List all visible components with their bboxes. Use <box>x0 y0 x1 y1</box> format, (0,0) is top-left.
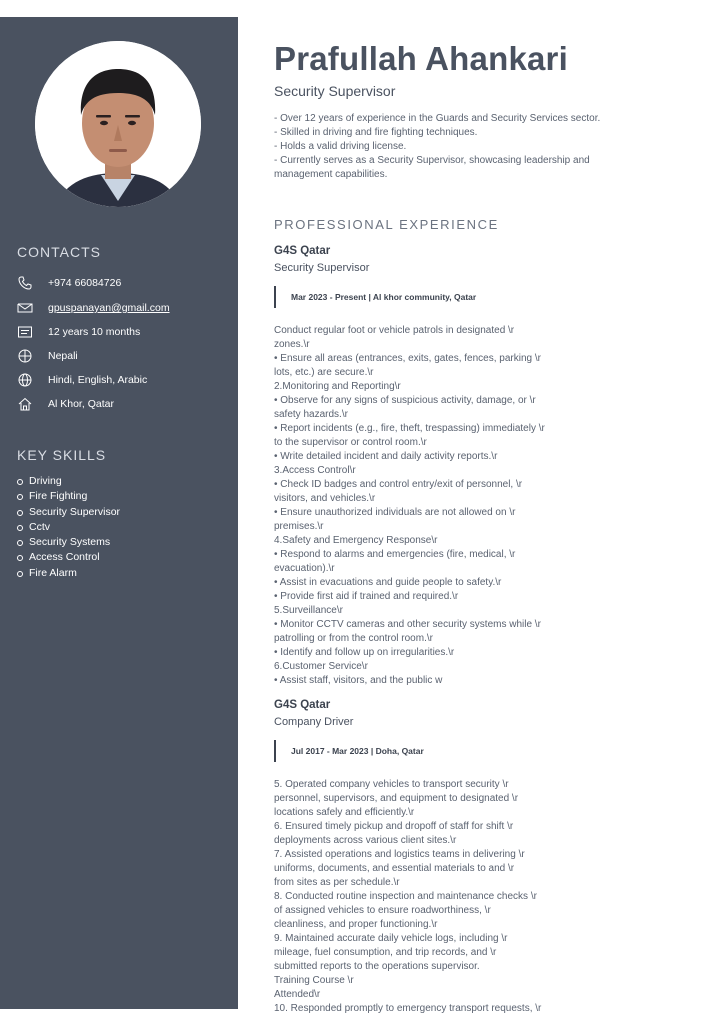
description-line: Training Course \r <box>274 975 354 986</box>
candidate-name: Prafullah Ahankari <box>274 40 568 77</box>
contact-phone <box>17 275 122 291</box>
description-line: zones.\r <box>274 339 310 350</box>
description-line: 4.Safety and Emergency Response\r <box>274 535 438 546</box>
skill-item: Fire Fighting <box>17 489 120 504</box>
job-entry <box>274 243 674 688</box>
experience-duration: 12 years 10 months <box>48 326 141 338</box>
nationality-icon <box>17 348 33 364</box>
description-line: • Assist in evacuations and guide people to safety.\r <box>274 577 502 588</box>
contacts-heading: CONTACTS <box>17 244 101 260</box>
skill-item: Cctv <box>17 520 120 535</box>
description-line: of assigned vehicles to ensure roadworthiness, \r <box>274 905 491 916</box>
description-line: patrolling or from the control room.\r <box>274 633 433 644</box>
contact-nationality <box>17 348 78 364</box>
summary-line: - Currently serves as a Security Supervisor, showcasing leadership and <box>274 155 590 166</box>
skill-item: Fire Alarm <box>17 566 120 581</box>
description-line: visitors, and vehicles.\r <box>274 493 376 504</box>
nationality: Nepali <box>48 350 78 362</box>
contact-experience <box>17 324 141 340</box>
job-company: G4S Qatar <box>274 245 331 257</box>
description-line: 9. Maintained accurate daily vehicle logs, including \r <box>274 933 508 944</box>
location: Al Khor, Qatar <box>48 398 114 410</box>
summary-line: - Skilled in driving and fire fighting techniques. <box>274 127 478 138</box>
job-company: G4S Qatar <box>274 699 331 711</box>
description-line: • Ensure unauthorized individuals are not allowed on \r <box>274 507 516 518</box>
languages: Hindi, English, Arabic <box>48 374 148 386</box>
description-line: • Respond to alarms and emergencies (fire, medical, \r <box>274 549 516 560</box>
description-line: from sites as per schedule.\r <box>274 877 400 888</box>
description-line: 5.Surveillance\r <box>274 605 343 616</box>
skills-list <box>17 474 120 581</box>
skill-item: Security Supervisor <box>17 505 120 520</box>
candidate-title: Security Supervisor <box>274 83 396 99</box>
summary-list <box>274 112 654 182</box>
contact-languages <box>17 372 148 388</box>
description-line: Attended\r <box>274 989 321 1000</box>
contact-email[interactable] <box>17 300 170 316</box>
description-line: • Check ID badges and control entry/exit of personnel, \r <box>274 479 523 490</box>
description-line: locations safely and efficiently.\r <box>274 807 415 818</box>
email-icon <box>17 300 33 316</box>
description-line: 10. Responded promptly to emergency transport requests, \r <box>274 1003 542 1014</box>
description-line: 2.Monitoring and Reporting\r <box>274 381 401 392</box>
description-line: lots, etc.) are secure.\r <box>274 367 374 378</box>
skill-item: Access Control <box>17 550 120 565</box>
description-line: uniforms, documents, and essential materials to and \r <box>274 863 515 874</box>
job-entry <box>274 697 674 1016</box>
description-line: 6.Customer Service\r <box>274 661 368 672</box>
description-line: • Monitor CCTV cameras and other security systems while \r <box>274 619 541 630</box>
language-icon <box>17 372 33 388</box>
summary-line: - Holds a valid driving license. <box>274 141 407 152</box>
description-line: 6. Ensured timely pickup and dropoff of staff for shift \r <box>274 821 514 832</box>
experience-icon <box>17 324 33 340</box>
contact-location <box>17 396 114 412</box>
description-line: 7. Assisted operations and logistics teams in delivering \r <box>274 849 525 860</box>
profile-photo <box>35 41 201 207</box>
job-description <box>274 778 604 1016</box>
job-position: Company Driver <box>274 716 354 728</box>
home-icon <box>17 396 33 412</box>
email-link[interactable]: gpuspanayan@gmail.com <box>48 302 170 314</box>
description-line: submitted reports to the operations supervisor. <box>274 961 480 972</box>
job-position: Security Supervisor <box>274 262 370 274</box>
key-skills-heading: KEY SKILLS <box>17 447 107 463</box>
description-line: 8. Conducted routine inspection and maintenance checks \r <box>274 891 537 902</box>
description-line: • Provide first aid if trained and required.\r <box>274 591 459 602</box>
skill-item: Security Systems <box>17 535 120 550</box>
description-line: deployments across various client sites.\r <box>274 835 457 846</box>
description-line: • Ensure all areas (entrances, exits, gates, fences, parking \r <box>274 353 541 364</box>
phone-icon <box>17 275 33 291</box>
description-line: • Write detailed incident and daily activity reports.\r <box>274 451 498 462</box>
description-line: • Assist staff, visitors, and the public w <box>274 675 443 686</box>
job-dates: Mar 2023 - Present | Al khor community, Qatar <box>274 286 674 308</box>
summary-line: - Over 12 years of experience in the Guards and Security Services sector. <box>274 113 601 124</box>
description-line: premises.\r <box>274 521 324 532</box>
phone-number: +974 66084726 <box>48 277 122 289</box>
summary-line: management capabilities. <box>274 169 388 180</box>
sidebar <box>0 17 238 1009</box>
description-line: 5. Operated company vehicles to transport security \r <box>274 779 509 790</box>
description-line: safety hazards.\r <box>274 409 348 420</box>
description-line: 3.Access Control\r <box>274 465 356 476</box>
experience-heading: PROFESSIONAL EXPERIENCE <box>274 217 499 232</box>
skill-item: Driving <box>17 474 120 489</box>
description-line: mileage, fuel consumption, and trip records, and \r <box>274 947 497 958</box>
description-line: evacuation).\r <box>274 563 335 574</box>
job-description <box>274 324 604 688</box>
profile-photo-image <box>35 41 201 207</box>
job-dates: Jul 2017 - Mar 2023 | Doha, Qatar <box>274 740 674 762</box>
description-line: to the supervisor or control room.\r <box>274 437 427 448</box>
description-line: personnel, supervisors, and equipment to designated \r <box>274 793 519 804</box>
description-line: • Identify and follow up on irregularities.\r <box>274 647 455 658</box>
description-line: • Observe for any signs of suspicious activity, damage, or \r <box>274 395 536 406</box>
description-line: cleanliness, and proper functioning.\r <box>274 919 438 930</box>
description-line: Conduct regular foot or vehicle patrols in designated \r <box>274 325 515 336</box>
description-line: • Report incidents (e.g., fire, theft, trespassing) immediately \r <box>274 423 545 434</box>
